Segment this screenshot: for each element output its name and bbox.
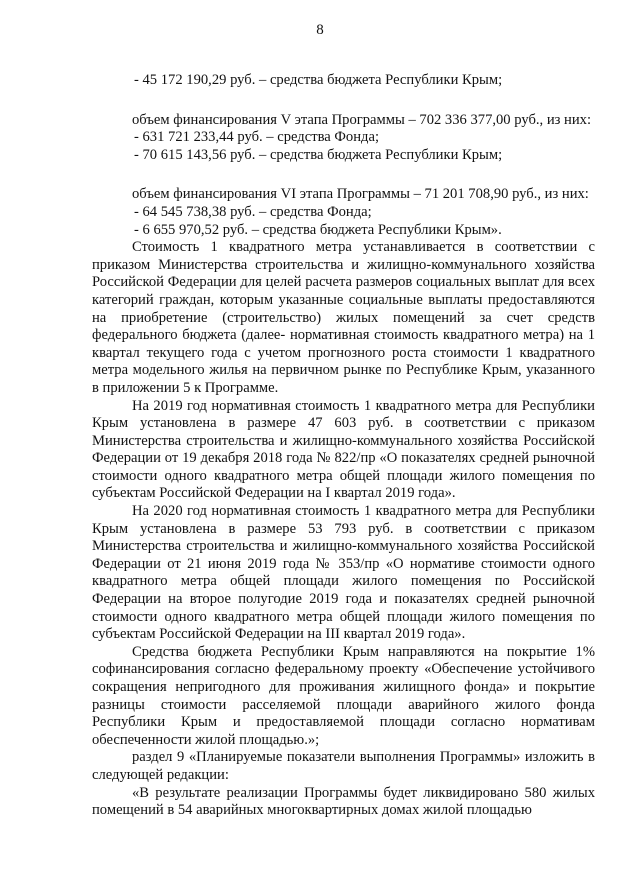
square-meter-cost-paragraph: Стоимость 1 квадратного метра устанавливается в соответствии с приказом Министерства строительства и жилищно-коммунального хозяйства Российской Федерации для целей расчета размеров социальных выплат для всех категорий граждан, которым указанные социальные выплаты предоставляются на приобретение (строительство) жилых помещений за счет средств федерального бюджета (далее- нормативная стоимость квадратного метра) на 1 квартал текущего года с учетом прогнозного роста стоимости 1 квадратного метра модельного жилья на первичном рынке по Республике Крым, указанного в приложении 5 к Программе. — [92, 239, 595, 396]
section-9-amendment-paragraph: раздел 9 «Планируемые показатели выполнения Программы» изложить в следующей редакции: — [92, 749, 595, 783]
funding-line-fund-v: - 631 721 233,44 руб. – средства Фонда; — [134, 129, 380, 146]
document-body — [92, 72, 595, 820]
funding-line-fund-vi: - 64 545 738,38 руб. – средства Фонда; — [134, 203, 372, 220]
cost-2020-paragraph: На 2020 год нормативная стоимость 1 квадратного метра для Республики Крым установлена в размере 53 793 руб. в соответствии с приказом Министерства строительства и жилищно-коммунального хозяйства Российской Федерации от 21 июня 2019 года № 353/пр «О нормативе стоимости одного квадратного метра общей площади жилого помещения по Российской Федерации на второе полугодие 2019 года и показателях средней рыночной стоимости одного квадратного метра общей площади жилого помещения по субъектам Российской Федерации на III квартал 2019 года». — [92, 503, 595, 643]
funding-line-crimea-budget-v: - 70 615 143,56 руб. – средства бюджета Республики Крым; — [134, 146, 503, 163]
cost-2019-paragraph: На 2019 год нормативная стоимость 1 квадратного метра для Республики Крым установлена в размере 47 603 руб. в соответствии с приказом Министерства строительства и жилищно-коммунального хозяйства Российской Федерации от 19 декабря 2018 года № 822/пр «О показателях средней рыночной стоимости одного квадратного метра общей площади жилого помещения по субъектам Российской Федерации на I квартал 2019 года». — [92, 397, 595, 502]
funding-line-crimea-budget-vi: - 6 655 970,52 руб. – средства бюджета Республики Крым». — [134, 221, 502, 238]
page-number: 8 — [316, 22, 324, 38]
crimea-budget-usage-paragraph: Средства бюджета Республики Крым направляются на покрытие 1% софинансирования согласно федеральному проекту «Обеспечение устойчивого сокращения непригодного для проживания жилищного фонда» и покрытие разницы стоимости расселяемой площади аварийного жилого фонда Республики Крым и предоставляемой площади согласно нормативам обеспеченности жилой площадью.»; — [92, 643, 595, 748]
program-results-paragraph: «В результате реализации Программы будет ликвидировано 580 жилых помещений в 54 аварийных многоквартирных домах жилой площадью — [92, 784, 595, 819]
funding-line-crimea-budget-iv: - 45 172 190,29 руб. – средства бюджета Республики Крым; — [134, 72, 503, 88]
funding-stage-vi-paragraph: объем финансирования VI этапа Программы – 71 201 708,90 руб., из них: — [132, 186, 589, 203]
funding-stage-v-paragraph: объем финансирования V этапа Программы – 702 336 377,00 руб., из них: — [132, 111, 592, 128]
